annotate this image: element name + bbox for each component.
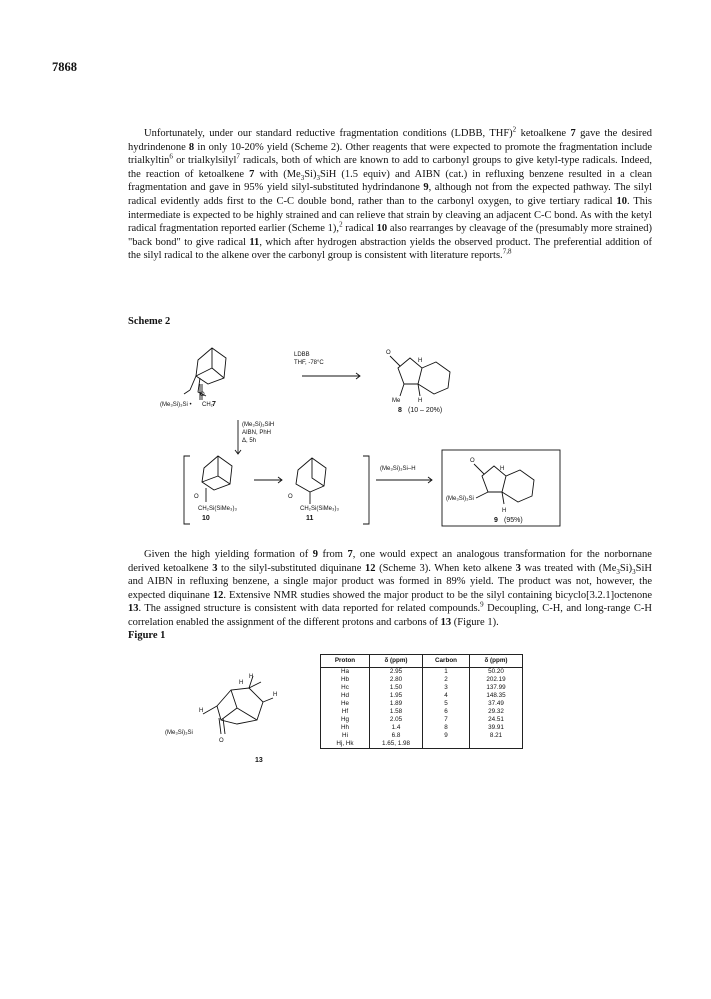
label-o-13: O: [219, 738, 224, 744]
table-row: [321, 732, 523, 740]
table-row: [321, 716, 523, 724]
label-yield-8: (10 – 20%): [408, 407, 443, 414]
compound-13-structure: [165, 654, 315, 774]
label-o-7: O: [200, 392, 205, 398]
table-cell: 8: [423, 724, 470, 732]
table-row: [321, 676, 523, 684]
table-cell: 4: [423, 692, 470, 700]
compound-7-structure: [184, 348, 226, 400]
table-cell: 1.89: [370, 700, 423, 708]
reagent-aibn: AIBN, PhH: [242, 430, 272, 436]
figure-caption: Figure 1: [128, 630, 166, 641]
label-me-8: Me: [392, 398, 401, 404]
scheme-2-diagram: [160, 338, 580, 538]
label-number-13: 13: [255, 757, 263, 764]
svg-text:H: H: [199, 708, 204, 714]
table-cell: 1.4: [370, 724, 423, 732]
table-cell: 7: [423, 716, 470, 724]
header-carbon: Carbon: [423, 655, 470, 668]
table-row: [321, 708, 523, 716]
label-silyl-13: (Me₃Si)₃Si: [165, 730, 193, 736]
label-number-11: 11: [306, 515, 314, 522]
table-cell: [470, 740, 523, 749]
table-row: [321, 668, 523, 677]
table-cell: 37.49: [470, 700, 523, 708]
table-cell: 6.8: [370, 732, 423, 740]
table-cell: 2.95: [370, 668, 423, 677]
label-h-9b: H: [502, 508, 507, 514]
table-cell: 3: [423, 684, 470, 692]
label-o-8: O: [386, 350, 391, 356]
nmr-assignment-table: [320, 654, 523, 749]
table-cell: 2.80: [370, 676, 423, 684]
table-row: [321, 740, 523, 749]
label-h-8b: H: [418, 398, 423, 404]
table-cell: 5: [423, 700, 470, 708]
label-h-9a: H: [500, 466, 505, 472]
label-number-10: 10: [202, 515, 210, 522]
reagent-heat: Δ, 5h: [242, 438, 257, 444]
label-ch2-7: CH₂: [202, 402, 213, 408]
table-cell: 2.05: [370, 716, 423, 724]
scheme-caption: Scheme 2: [128, 316, 171, 327]
label-sub-10: CH₂Si(SiMe₃)₃: [198, 506, 237, 512]
reagent-silane: (Me₃Si)₃SiH: [242, 422, 275, 428]
paragraph-intro: Unfortunately, under our standard reductive fragmentation conditions (LDBB, THF)$^2$ ketoalkene 7 gave the desired hydrindenone 8 in only 10-20% yield (Scheme 2). Other reagents that were expected to promote the fragmentation include trialkyltin$^6$ or trialkylsilyl$^7$ radicals, both of which are known to add to carbonyl groups to give ketyl-type radicals. Indeed, the reaction of ketoalkene 7 with $(Me_3Si)_3SiH$ (1.5 equiv) and AIBN (cat.) in refluxing benzene resulted in a clean fragmentation and gave in 95% yield silyl-substituted hydrindanone 9, although not from the expected pathway. The silyl radical evidently adds first to the C-C double bond, rather than to the carbonyl oxygen, to give tertiary radical 10. This intermediate is expected to be highly strained and can relieve that strain by cleaving an adjacent C-C bond. As with the ketyl radical fragmentation reported earlier (Scheme 1),$^2$ radical 10 also rearranges by cleavage of the (presumably more strained) "back bond" to give radical 11, which after hydrogen abstraction yields the observed product. The preferential addition of the silyl radical to the alkene over the carbonyl group is consistent with literature reports.$^{7,8}$: [128, 125, 652, 262]
table-cell: Hf: [321, 708, 370, 716]
table-cell: 148.35: [470, 692, 523, 700]
header-proton-shift: δ (ppm): [370, 655, 423, 668]
table-cell: Hi: [321, 732, 370, 740]
table-row: [321, 700, 523, 708]
table-cell: 1.58: [370, 708, 423, 716]
table-cell: 1.65, 1.98: [370, 740, 423, 749]
label-h-8a: H: [418, 358, 423, 364]
label-silyl-7: (Me₃Si)₃Si •: [160, 402, 192, 408]
table-cell: Hc: [321, 684, 370, 692]
svg-text:H: H: [249, 674, 254, 680]
table-cell: 8.21: [470, 732, 523, 740]
paragraph-results: Given the high yielding formation of 9 from 7, one would expect an analogous transformation for the norbornane derived ketoalkene 3 to the silyl-substituted diquinane 12 (Scheme 3). When keto alkene 3 was treated with $(Me_3Si)_3SiH$ and AIBN in refluxing benzene, a single major product was formed in 89% yield. The product was not, however, the expected diquinane 12. Extensive NMR studies showed the major product to be the silyl containing bicyclo[3.2.1]octenone 13. The assigned structure is consistent with data reported for related compounds.$^9$ Decoupling, C-H, and long-range C-H correlation enabled the assignment of the different protons and carbons of 13 (Figure 1).: [128, 549, 653, 628]
table-cell: Hg: [321, 716, 370, 724]
label-number-9: 9: [494, 517, 498, 524]
table-cell: 9: [423, 732, 470, 740]
table-cell: 1.50: [370, 684, 423, 692]
label-o-11: O: [288, 494, 293, 500]
svg-text:H: H: [273, 692, 278, 698]
label-o-10: O: [194, 494, 199, 500]
label-number-8: 8: [398, 407, 402, 414]
table-cell: Ha: [321, 668, 370, 677]
label-o-9: O: [470, 458, 475, 464]
radical-10-structure: [202, 456, 232, 502]
table-cell: 24.51: [470, 716, 523, 724]
label-number-7: 7: [212, 401, 216, 408]
table-cell: Hb: [321, 676, 370, 684]
table-cell: 29.32: [470, 708, 523, 716]
table-row: [321, 692, 523, 700]
reagent-thf: THF, -78°C: [294, 360, 324, 366]
radical-11-structure: [296, 458, 326, 504]
label-sub-11: CH₂Si(SiMe₃)₃: [300, 506, 339, 512]
page-number: 7868: [52, 60, 77, 74]
table-cell: Hj, Hk: [321, 740, 370, 749]
table-row: [321, 684, 523, 692]
reagent-ldbb: LDBB: [294, 352, 310, 358]
label-yield-9: (95%): [504, 517, 523, 524]
table-cell: [423, 740, 470, 749]
table-cell: Hd: [321, 692, 370, 700]
svg-text:H: H: [239, 680, 244, 686]
table-cell: 1.95: [370, 692, 423, 700]
table-cell: 1: [423, 668, 470, 677]
table-cell: 6: [423, 708, 470, 716]
table-cell: 50.20: [470, 668, 523, 677]
table-row: [321, 724, 523, 732]
reagent-bracket: (Me₃Si)₃Si–H: [380, 466, 416, 472]
figure-1: [165, 654, 565, 774]
table-cell: He: [321, 700, 370, 708]
table-cell: Hh: [321, 724, 370, 732]
table-cell: 202.19: [470, 676, 523, 684]
table-cell: 137.99: [470, 684, 523, 692]
label-silyl-9: (Me₃Si)₃Si: [446, 496, 474, 502]
table-cell: 2: [423, 676, 470, 684]
header-carbon-shift: δ (ppm): [470, 655, 523, 668]
header-proton: Proton: [321, 655, 370, 668]
table-cell: 39.91: [470, 724, 523, 732]
